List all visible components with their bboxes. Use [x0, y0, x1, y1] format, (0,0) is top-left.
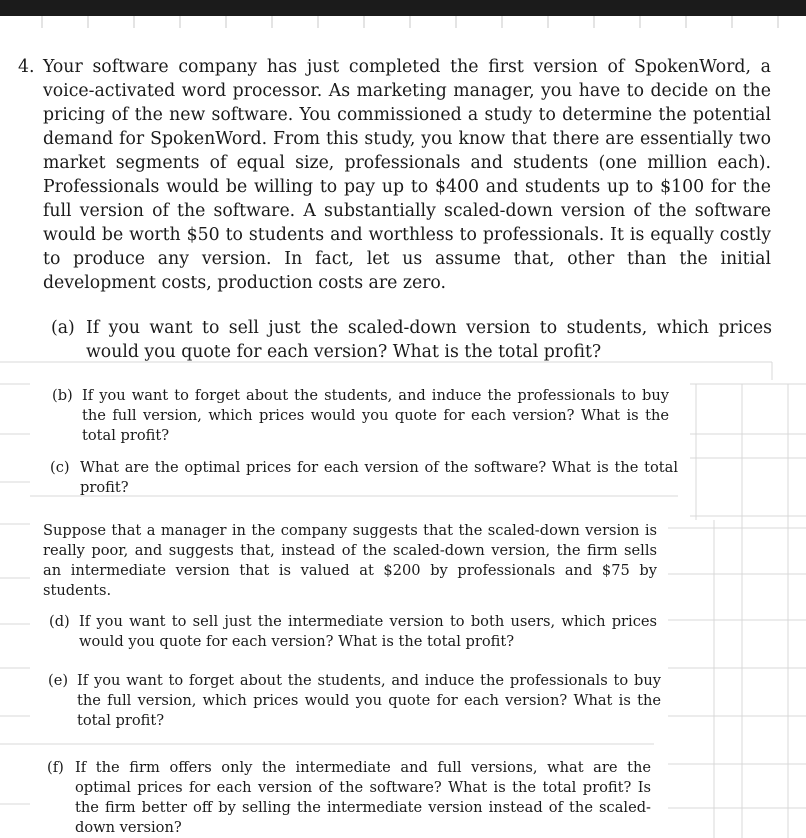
- part-c-label: (c): [50, 459, 70, 476]
- scenario-paragraph: Suppose that a manager in the company suggests that the scaled-down version is really poor, and suggests that, instead of the scaled-down version, the firm sells an intermediate version that is valued at $200 by professionals and $75 by students.: [43, 522, 657, 599]
- part-e-label: (e): [48, 672, 69, 689]
- part-b-label: (b): [52, 387, 73, 404]
- problem-intro: Your software company has just completed the first version of SpokenWord, a voice-activated word processor. As marketing manager, you have to decide on the pricing of the new software. You commissioned a study to determine the potential demand for SpokenWord. From this study, you know that there are essentially two market segments of equal size, professionals and students (one million each). Professionals would be willing to pay up to $400 and students up to $100 for the full version of the software. A substantially scaled-down version of the software would be worth $50 to students and worthless to professionals. It is equally costly to produce any version. In fact, let us assume that, other than the initial development costs, production costs are zero.: [43, 57, 771, 293]
- part-e-text: If you want to forget about the students, and induce the professionals to buy the full version, which prices would you quote for each version? What is the total profit?: [77, 672, 661, 729]
- part-b-text: If you want to forget about the students, and induce the professionals to buy the full version, which prices would you quote for each version? What is the total profit?: [82, 387, 669, 444]
- part-a-label: (a): [51, 318, 75, 338]
- part-a-text: If you want to sell just the scaled-down version to students, which prices would you quote for each version? What is the total profit?: [86, 318, 772, 362]
- part-f-label: (f): [47, 759, 64, 776]
- part-d-label: (d): [49, 613, 70, 630]
- ruler-ticks: [0, 16, 806, 30]
- problem-number: 4.: [18, 57, 35, 77]
- part-d-text: If you want to sell just the intermediate version to both users, which prices would you quote for each version? What is the total profit?: [79, 613, 657, 650]
- top-dark-bar: [0, 0, 806, 16]
- part-f-text: If the firm offers only the intermediate and full versions, what are the optimal prices for each version of the software? What is the total profit? Is the firm better off by selling the intermediate version instead of the scaled-down version?: [75, 759, 651, 836]
- part-c-text: What are the optimal prices for each version of the software? What is the total profit?: [80, 459, 678, 496]
